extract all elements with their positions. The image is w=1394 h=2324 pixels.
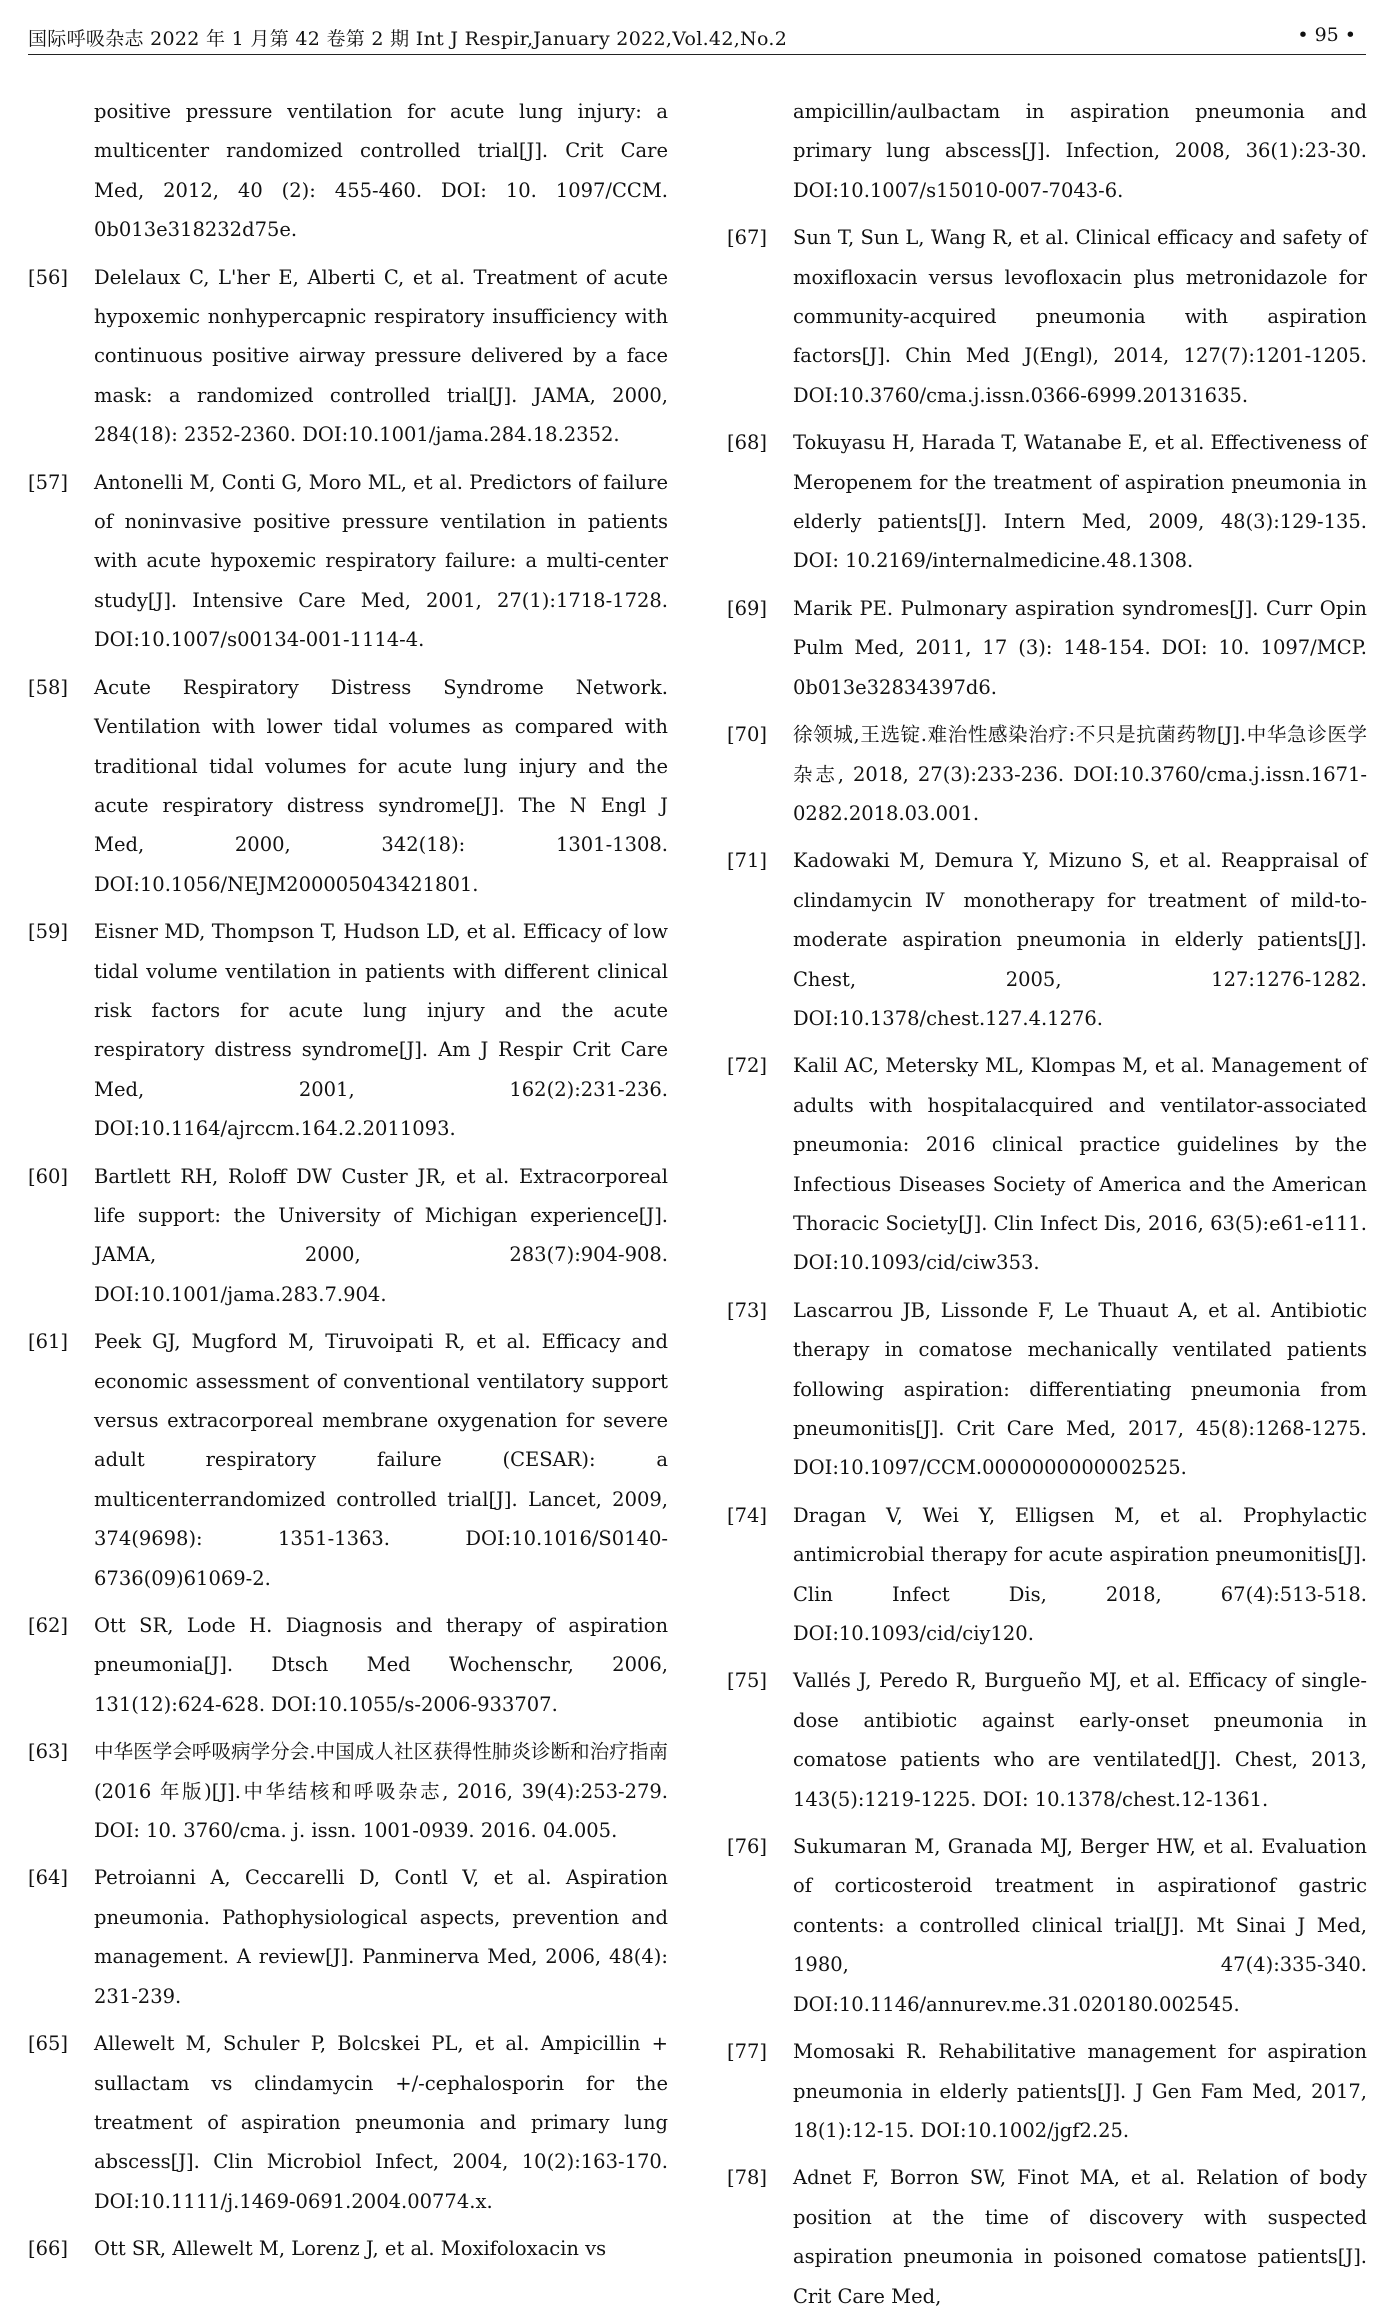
reference-entry: [28, 1606, 668, 1724]
reference-text: 中华医学会呼吸病学分会.中国成人社区获得性肺炎诊断和治疗指南(2016 年版)[J].中华结核和呼吸杂志, 2016, 39(4):253-279. DOI: 10. 3760/cma. j. issn. 1001-0939. 2016. 04.005.: [94, 1740, 668, 1843]
reference-entry: [727, 2032, 1367, 2150]
reference-number: [77]: [727, 2040, 768, 2064]
reference-text: Acute Respiratory Distress Syndrome Network. Ventilation with lower tidal volumes as compared with traditional tidal volumes for acute lung injury and the acute respiratory distress syndrome[J]. The N Engl J Med, 2000, 342(18): 1301-1308. DOI:10.1056/NEJM200005043421801.: [94, 675, 668, 896]
reference-text: Bartlett RH, Roloff DW Custer JR, et al. Extracorporeal life support: the University of Michigan experience[J]. JAMA, 2000, 283(7):904-908. DOI:10.1001/jama.283.7.904.: [94, 1164, 668, 1306]
reference-entry: [28, 92, 668, 250]
reference-text: Peek GJ, Mugford M, Tiruvoipati R, et al. Efficacy and economic assessment of conventional ventilatory support versus extracorporeal membrane oxygenation for severe adult respiratory failure (CESAR): a multicenterrandomized controlled trial[J]. Lancet, 2009, 374(9698): 1351-1363. DOI:10.1016/S0140-6736(09)61069-2.: [94, 1330, 668, 1590]
reference-number: [73]: [727, 1298, 768, 1322]
reference-number: [61]: [28, 1330, 69, 1354]
reference-number: [57]: [28, 470, 69, 494]
reference-entry: [28, 1157, 668, 1315]
reference-number: [74]: [727, 1503, 768, 1527]
reference-text: Momosaki R. Rehabilitative management for aspiration pneumonia in elderly patients[J]. J Gen Fam Med, 2017, 18(1):12-15. DOI:10.1002/jgf2.25.: [793, 2040, 1367, 2142]
reference-entry: [727, 841, 1367, 1038]
reference-text: Antonelli M, Conti G, Moro ML, et al. Predictors of failure of noninvasive positive pressure ventilation in patients with acute hypoxemic respiratory failure: a multi-center study[J]. Intensive Care Med, 2001, 27(1):1718-1728. DOI:10.1007/s00134-001-1114-4.: [94, 470, 668, 652]
reference-entry: [28, 1322, 668, 1598]
reference-entry: [28, 1858, 668, 2016]
reference-entry: [727, 1496, 1367, 1654]
reference-number: [69]: [727, 596, 768, 620]
reference-text: 徐领城,王选锭.难治性感染治疗:不只是抗菌药物[J].中华急诊医学杂志, 2018, 27(3):233-236. DOI:10.3760/cma.j.issn.1671-0282.2018.03.001.: [793, 723, 1367, 825]
reference-text: Sun T, Sun L, Wang R, et al. Clinical efficacy and safety of moxifloxacin versus levofloxacin plus metronidazole for community-acquired pneumonia with aspiration factors[J]. Chin Med J(Engl), 2014, 127(7):1201-1205. DOI:10.3760/cma.j.issn.0366-6999.20131635.: [793, 226, 1367, 407]
reference-entry: [727, 2158, 1367, 2316]
reference-entry: [727, 1291, 1367, 1488]
reference-number: [75]: [727, 1669, 768, 1693]
reference-entry: [28, 1732, 668, 1850]
reference-entry: [727, 589, 1367, 707]
reference-number: [58]: [28, 675, 69, 699]
reference-entry: [28, 2229, 668, 2268]
reference-text: Marik PE. Pulmonary aspiration syndromes[J]. Curr Opin Pulm Med, 2011, 17 (3): 148-154. DOI: 10. 1097/MCP. 0b013e32834397d6.: [793, 596, 1367, 699]
reference-entry: [28, 668, 668, 904]
reference-number: [72]: [727, 1054, 768, 1078]
reference-text: Sukumaran M, Granada MJ, Berger HW, et al. Evaluation of corticosteroid treatment in aspirationof gastric contents: a controlled clinical trial[J]. Mt Sinai J Med, 1980, 47(4):335-340. DOI:10.1146/annurev.me.31.020180.002545.: [793, 1835, 1367, 2016]
reference-text: Eisner MD, Thompson T, Hudson LD, et al. Efficacy of low tidal volume ventilation in patients with different clinical risk factors for acute lung injury and the acute respiratory distress syndrome[J]. Am J Respir Crit Care Med, 2001, 162(2):231-236. DOI:10.1164/ajrccm.164.2.2011093.: [94, 920, 668, 1141]
reference-number: [56]: [28, 265, 69, 289]
reference-text: Ott SR, Lode H. Diagnosis and therapy of aspiration pneumonia[J]. Dtsch Med Wochenschr, 2006, 131(12):624-628. DOI:10.1055/s-2006-933707.: [94, 1614, 668, 1716]
reference-text: Adnet F, Borron SW, Finot MA, et al. Relation of body position at the time of discovery with suspected aspiration pneumonia in poisoned comatose patients[J]. Crit Care Med,: [793, 2166, 1367, 2308]
reference-number: [60]: [28, 1164, 69, 1188]
reference-number: [66]: [28, 2237, 69, 2261]
reference-entry: [727, 1661, 1367, 1819]
reference-number: [64]: [28, 1866, 69, 1890]
reference-text: Kalil AC, Metersky ML, Klompas M, et al. Management of adults with hospitalacquired and ventilator-associated pneumonia: 2016 clinical practice guidelines by the Infectious Diseases Society of America and the American Thoracic Society[J]. Clin Infect Dis, 2016, 63(5):e61-e111. DOI:10.1093/cid/ciw353.: [793, 1054, 1367, 1275]
reference-entry: [727, 423, 1367, 581]
reference-number: [78]: [727, 2166, 768, 2190]
reference-number: [67]: [727, 226, 768, 250]
reference-text: Vallés J, Peredo R, Burgueño MJ, et al. Efficacy of single-dose antibiotic against early-onset pneumonia in comatose patients who are ventilated[J]. Chest, 2013, 143(5):1219-1225. DOI: 10.1378/chest.12-1361.: [793, 1669, 1367, 1811]
reference-number: [76]: [727, 1835, 768, 1859]
reference-text: Dragan V, Wei Y, Elligsen M, et al. Prophylactic antimicrobial therapy for acute aspiration pneumonitis[J]. Clin Infect Dis, 2018, 67(4):513-518. DOI:10.1093/cid/ciy120.: [793, 1503, 1367, 1646]
reference-text: Petroianni A, Ceccarelli D, Contl V, et al. Aspiration pneumonia. Pathophysiological aspects, prevention and management. A review[J]. Panminerva Med, 2006, 48(4): 231-239.: [94, 1866, 668, 2008]
reference-entry: [28, 258, 668, 455]
reference-text: ampicillin/aulbactam in aspiration pneumonia and primary lung abscess[J]. Infection, 2008, 36(1):23-30. DOI:10.1007/s15010-007-7043-6.: [793, 100, 1367, 202]
reference-entry: [727, 92, 1367, 210]
reference-text: Ott SR, Allewelt M, Lorenz J, et al. Moxifoloxacin vs: [94, 2237, 607, 2261]
reference-number: [70]: [727, 723, 768, 747]
reference-text: positive pressure ventilation for acute lung injury: a multicenter randomized controlled trial[J]. Crit Care Med, 2012, 40 (2): 455-460. DOI: 10. 1097/CCM. 0b013e318232d75e.: [94, 100, 668, 242]
reference-number: [62]: [28, 1614, 69, 1638]
reference-entry: [28, 912, 668, 1148]
reference-number: [59]: [28, 920, 69, 944]
reference-entry: [28, 463, 668, 660]
right-column: [727, 92, 1367, 2324]
page-number: • 95 •: [1297, 24, 1356, 46]
reference-entry: [28, 2024, 668, 2221]
left-column: [28, 92, 668, 2277]
reference-entry: [727, 218, 1367, 415]
reference-number: [65]: [28, 2032, 69, 2056]
reference-entry: [727, 1046, 1367, 1282]
reference-text: Allewelt M, Schuler P, Bolcskei PL, et al. Ampicillin + sullactam vs clindamycin +/-cephalosporin for the treatment of aspiration pneumonia and primary lung abscess[J]. Clin Microbiol Infect, 2004, 10(2):163-170. DOI:10.1111/j.1469-0691.2004.00774.x.: [94, 2032, 668, 2213]
reference-text: Delelaux C, L'her E, Alberti C, et al. Treatment of acute hypoxemic nonhypercapnic respiratory insufficiency with continuous positive airway pressure delivered by a face mask: a randomized controlled trial[J]. JAMA, 2000, 284(18): 2352-2360. DOI:10.1001/jama.284.18.2352.: [94, 265, 668, 447]
reference-entry: [727, 1827, 1367, 2024]
journal-header: 国际呼吸杂志 2022 年 1 月第 42 卷第 2 期 Int J Respir,January 2022,Vol.42,No.2: [28, 28, 788, 50]
running-header: [28, 24, 1366, 55]
reference-text: Tokuyasu H, Harada T, Watanabe E, et al. Effectiveness of Meropenem for the treatment of aspiration pneumonia in elderly patients[J]. Intern Med, 2009, 48(3):129-135. DOI: 10.2169/internalmedicine.48.1308.: [793, 431, 1367, 573]
reference-text: Kadowaki M, Demura Y, Mizuno S, et al. Reappraisal of clindamycin Ⅳ monotherapy for treatment of mild-to-moderate aspiration pneumonia in elderly patients[J]. Chest, 2005, 127:1276-1282. DOI:10.1378/chest.127.4.1276.: [793, 849, 1367, 1030]
reference-number: [63]: [28, 1740, 69, 1764]
reference-entry: [727, 715, 1367, 833]
reference-text: Lascarrou JB, Lissonde F, Le Thuaut A, et al. Antibiotic therapy in comatose mechanically ventilated patients following aspiration: differentiating pneumonia from pneumonitis[J]. Crit Care Med, 2017, 45(8):1268-1275. DOI:10.1097/CCM.0000000000002525.: [793, 1298, 1367, 1480]
reference-number: [68]: [727, 431, 768, 455]
reference-number: [71]: [727, 849, 768, 873]
